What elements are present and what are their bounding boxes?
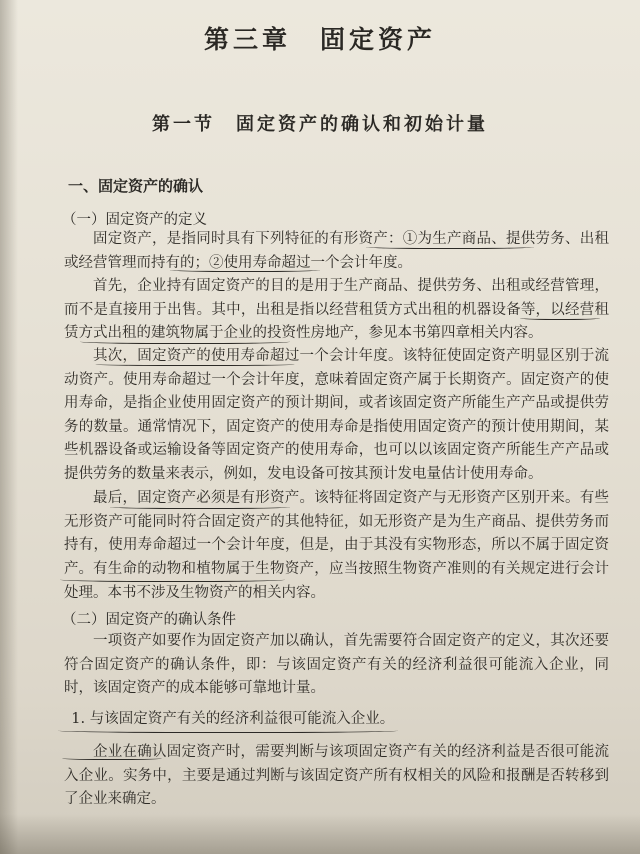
- pen-underline: [95, 362, 295, 366]
- pen-underline: [170, 267, 320, 272]
- pen-underline: [62, 756, 162, 760]
- page-bottom-shadow: [0, 814, 640, 854]
- paragraph-useful-life: 其次，固定资产的使用寿命超过一个会计年度。该特征使固定资产明显区别于流动资产。使用寿命超过一个会计年度，意味着固定资产属于长期资产。固定资产的使用寿命，是指企业使用固定资产的预计期间，或者该固定资产所能生产产品或提供劳务的数量。通常情况下，固定资产的使用寿命是指使用固定资产的预计使用期间，某些机器设备或运输设备等固定资产的使用寿命，也可以以该固定资产所能生产产品或提供劳务的数量来表示，例如，发电设备可按其预计发电量估计使用寿命。: [64, 348, 609, 482]
- paragraph-risk-reward: 企业在确认固定资产时，需要判断与该项固定资产有关的经济利益是否很可能流入企业。实务中，主要是通过判断与该固定资产所有权相关的风险和报酬是否转移到了企业来确定。: [64, 744, 609, 807]
- pen-underline: [80, 338, 290, 344]
- paragraph-tangible: 最后，固定资产必须是有形资产。该特征将固定资产与无形资产区别开来。有些无形资产可能同时符合固定资产的其他特征，如无形资产是为生产商品、提供劳务而持有，使用寿命超过一个会计年度，但是，由于其没有实物形态，所以不属于固定资产。: [64, 490, 609, 577]
- paragraph-biological-assets: 有生命的动物和植物属于生物资产，应当按照生物资产准则的有关规定进行会计处理。本书不涉及生物资产的相关内容。: [64, 561, 609, 601]
- heading-recognition: 一、固定资产的确认: [68, 177, 204, 195]
- pen-underline: [60, 576, 285, 582]
- pen-underline: [366, 244, 534, 249]
- chapter-title: 第三章 固定资产: [203, 25, 436, 54]
- paragraph-purpose: 首先，企业持有固定资产的目的是用于生产商品、提供劳务、出租或经营管理，而不是直接用于出售。其中，出租是指以经营租赁方式出租的机器设备等，以经营租赁方式出租的建筑物属于企业的投资性房地产，参见本书第四章相关内容。: [64, 278, 609, 341]
- subheading-conditions: （二）固定资产的确认条件: [62, 612, 236, 628]
- subheading-definition: （一）固定资产的定义: [62, 212, 207, 228]
- paragraph-conditions: 一项资产如要作为固定资产加以确认，首先需要符合固定资产的定义，其次还要符合固定资产的确认条件，即：与该固定资产有关的经济利益很可能流入企业，同时，该固定资产的成本能够可靠地计量。: [64, 633, 609, 696]
- pen-underline: [110, 504, 290, 509]
- list-item-economic-benefits: 1. 与该固定资产有关的经济利益很可能流入企业。: [71, 711, 395, 727]
- paragraph-definition: 固定资产，是指同时具有下列特征的有形资产：①为生产商品、提供劳务、出租或经营管理而持有的；②使用寿命超过一个会计年度。: [64, 231, 609, 271]
- pen-underline: [58, 727, 398, 733]
- section-title: 第一节 固定资产的确认和初始计量: [152, 114, 488, 135]
- pen-underline: [520, 315, 600, 320]
